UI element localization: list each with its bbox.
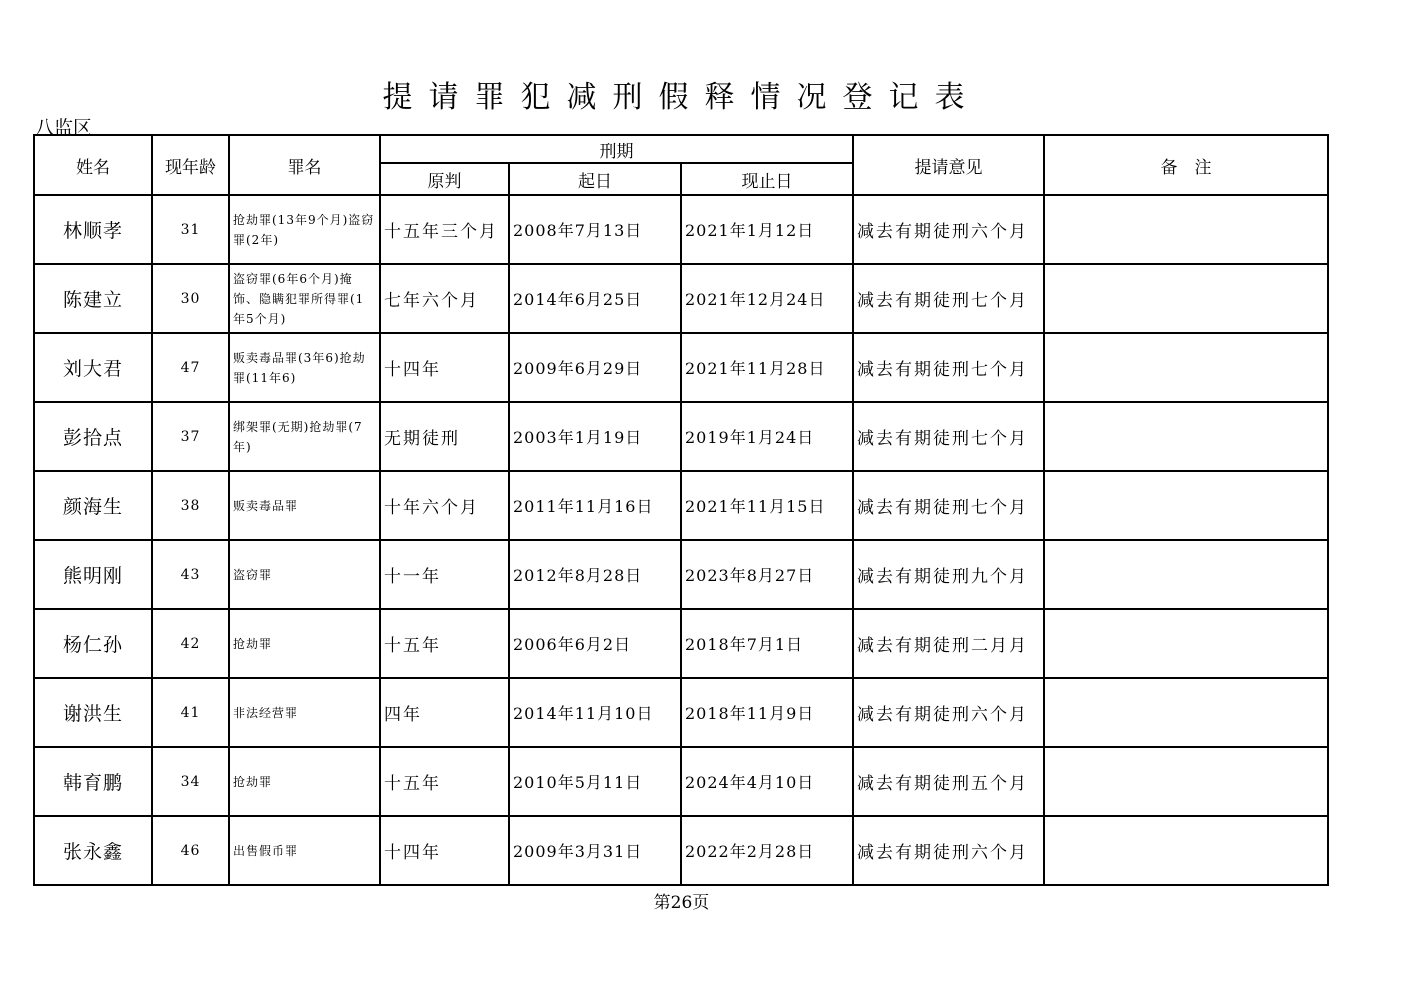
header-original: 原判 <box>380 163 509 195</box>
cell-end-date: 2022年2月28日 <box>681 816 853 885</box>
cell-name: 刘大君 <box>34 333 152 402</box>
cell-age: 31 <box>152 195 229 264</box>
cell-start-date: 2011年11月16日 <box>509 471 681 540</box>
cell-name: 林顺孝 <box>34 195 152 264</box>
cell-end-date: 2019年1月24日 <box>681 402 853 471</box>
cell-opinion: 减去有期徒刑七个月 <box>853 333 1044 402</box>
cell-name: 谢洪生 <box>34 678 152 747</box>
cell-crime: 抢劫罪(13年9个月)盗窃罪(2年) <box>229 195 380 264</box>
header-name: 姓名 <box>34 135 152 195</box>
cell-remarks <box>1044 195 1328 264</box>
cell-opinion: 减去有期徒刑六个月 <box>853 816 1044 885</box>
cell-name: 彭拾点 <box>34 402 152 471</box>
cell-original-sentence: 无期徒刑 <box>380 402 509 471</box>
cell-original-sentence: 十四年 <box>380 333 509 402</box>
cell-start-date: 2010年5月11日 <box>509 747 681 816</box>
cell-remarks <box>1044 333 1328 402</box>
cell-opinion: 减去有期徒刑七个月 <box>853 264 1044 333</box>
cell-age: 34 <box>152 747 229 816</box>
header-sentence: 刑期 <box>380 135 853 163</box>
district-label: 八监区 <box>35 117 93 139</box>
table-row <box>34 609 1328 678</box>
cell-end-date: 2021年11月28日 <box>681 333 853 402</box>
table-row <box>34 678 1328 747</box>
header-end: 现止日 <box>681 163 853 195</box>
cell-name: 杨仁孙 <box>34 609 152 678</box>
cell-age: 38 <box>152 471 229 540</box>
table-row <box>34 816 1328 885</box>
table-row <box>34 402 1328 471</box>
header-age: 现年龄 <box>152 135 229 195</box>
cell-crime: 出售假币罪 <box>229 816 380 885</box>
cell-age: 47 <box>152 333 229 402</box>
cell-age: 37 <box>152 402 229 471</box>
header-start: 起日 <box>509 163 681 195</box>
document-title: 提请罪犯减刑假释情况登记表 <box>382 80 981 115</box>
page-number: 第26页 <box>653 893 710 913</box>
cell-name: 熊明刚 <box>34 540 152 609</box>
cell-original-sentence: 十五年 <box>380 747 509 816</box>
cell-crime: 绑架罪(无期)抢劫罪(7年) <box>229 402 380 471</box>
cell-start-date: 2012年8月28日 <box>509 540 681 609</box>
table-row <box>34 195 1328 264</box>
cell-opinion: 减去有期徒刑五个月 <box>853 747 1044 816</box>
cell-start-date: 2008年7月13日 <box>509 195 681 264</box>
cell-original-sentence: 十一年 <box>380 540 509 609</box>
cell-crime: 贩卖毒品罪 <box>229 471 380 540</box>
cell-end-date: 2021年12月24日 <box>681 264 853 333</box>
cell-remarks <box>1044 402 1328 471</box>
cell-crime: 非法经营罪 <box>229 678 380 747</box>
cell-start-date: 2014年6月25日 <box>509 264 681 333</box>
cell-remarks <box>1044 816 1328 885</box>
header-opinion: 提请意见 <box>853 135 1044 195</box>
header-crime: 罪名 <box>229 135 380 195</box>
cell-end-date: 2018年7月1日 <box>681 609 853 678</box>
cell-age: 42 <box>152 609 229 678</box>
table-row <box>34 540 1328 609</box>
cell-opinion: 减去有期徒刑二月月 <box>853 609 1044 678</box>
cell-name: 张永鑫 <box>34 816 152 885</box>
cell-start-date: 2009年3月31日 <box>509 816 681 885</box>
cell-crime: 抢劫罪 <box>229 609 380 678</box>
cell-original-sentence: 四年 <box>380 678 509 747</box>
cell-remarks <box>1044 747 1328 816</box>
cell-original-sentence: 十五年三个月 <box>380 195 509 264</box>
cell-start-date: 2014年11月10日 <box>509 678 681 747</box>
cell-name: 颜海生 <box>34 471 152 540</box>
cell-remarks <box>1044 678 1328 747</box>
header-remarks: 备 注 <box>1044 135 1328 195</box>
cell-opinion: 减去有期徒刑九个月 <box>853 540 1044 609</box>
cell-end-date: 2023年8月27日 <box>681 540 853 609</box>
cell-start-date: 2003年1月19日 <box>509 402 681 471</box>
table-row <box>34 333 1328 402</box>
header-row <box>34 135 1328 163</box>
cell-opinion: 减去有期徒刑七个月 <box>853 471 1044 540</box>
table-row <box>34 471 1328 540</box>
cell-remarks <box>1044 471 1328 540</box>
cell-age: 43 <box>152 540 229 609</box>
cell-age: 46 <box>152 816 229 885</box>
cell-original-sentence: 十年六个月 <box>380 471 509 540</box>
cell-original-sentence: 七年六个月 <box>380 264 509 333</box>
cell-age: 30 <box>152 264 229 333</box>
cell-opinion: 减去有期徒刑六个月 <box>853 678 1044 747</box>
cell-crime: 抢劫罪 <box>229 747 380 816</box>
table-row <box>34 264 1328 333</box>
cell-end-date: 2018年11月9日 <box>681 678 853 747</box>
cell-remarks <box>1044 609 1328 678</box>
cell-start-date: 2006年6月2日 <box>509 609 681 678</box>
cell-age: 41 <box>152 678 229 747</box>
cell-end-date: 2021年1月12日 <box>681 195 853 264</box>
cell-opinion: 减去有期徒刑六个月 <box>853 195 1044 264</box>
cell-crime: 贩卖毒品罪(3年6)抢劫罪(11年6) <box>229 333 380 402</box>
cell-original-sentence: 十五年 <box>380 609 509 678</box>
cell-name: 韩育鹏 <box>34 747 152 816</box>
cell-end-date: 2024年4月10日 <box>681 747 853 816</box>
cell-remarks <box>1044 540 1328 609</box>
cell-original-sentence: 十四年 <box>380 816 509 885</box>
registration-table <box>33 134 1329 886</box>
cell-name: 陈建立 <box>34 264 152 333</box>
cell-crime: 盗窃罪(6年6个月)掩饰、隐瞒犯罪所得罪(1年5个月) <box>229 264 380 333</box>
cell-crime: 盗窃罪 <box>229 540 380 609</box>
cell-opinion: 减去有期徒刑七个月 <box>853 402 1044 471</box>
cell-end-date: 2021年11月15日 <box>681 471 853 540</box>
table-row <box>34 747 1328 816</box>
cell-start-date: 2009年6月29日 <box>509 333 681 402</box>
cell-remarks <box>1044 264 1328 333</box>
